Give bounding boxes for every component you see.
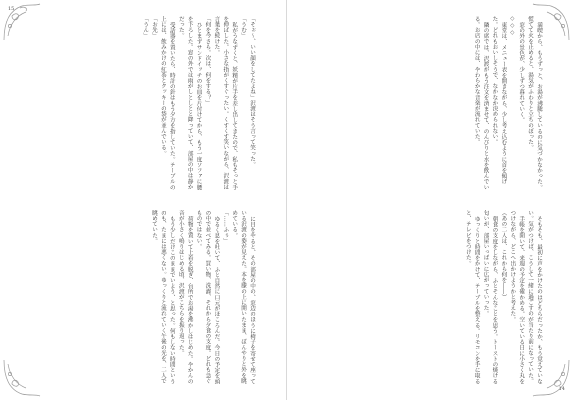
dialogue-line: 「お先」 — [151, 16, 158, 39]
paragraph: 朝食の支度をしながら、ふとそんなことを思う。トーストの焼ける匂いが、部屋いっぱいに広がっていった。 — [482, 210, 498, 384]
paragraph: もう少しだけこのままでいよう、と思った。何もしない時間というのも、たまには悪くない。ゆっくりと流れていく午後の光を、二人で眺めていた。 — [151, 210, 175, 384]
paragraph: 受話器を置いたら、時計の針はもう夕方を指していた。テーブルの上には、飲みかけの紅茶とクッキーの袋が並んでいる。 — [159, 16, 175, 190]
dialogue-line: 「……ふぅ」 — [222, 210, 229, 244]
right-page — [287, 0, 573, 400]
dialogue-line: 「何を今さら。次は、何をする？」 — [204, 16, 211, 106]
dialogue-line: 「そぉ～、いい顔をしてたよね」沢渡はそう言って笑った。 — [249, 16, 255, 168]
paragraph: 東堂は、メニュー表を開きながら、少し考え込むように首を傾げた。どれもおいしそうで、なかなか決められない。 — [491, 16, 507, 184]
paragraph: ひとまずサンドイッチのお皿を片付けてから、もう一度ソファに腰を下ろした。窓の外では雨がしとしとと降っていて、部屋の中は静かだった。 — [177, 16, 202, 190]
paragraph: そもそも、最初に声をかけたのはどちらだったか、もう覚えていない。気がつけば、こうして一緒に過ごすのが当たり前になっていた。 — [527, 210, 542, 384]
dialogue-line: 「うむ」 — [240, 16, 247, 39]
paragraph: 私がうなずくと、妖精が片手を差し出してきたので、私もそっと手を伸ばした。小さな指がくすぐったい。くすくす笑いながら、沢渡は言葉を続けた。 — [213, 16, 238, 190]
left-text-area — [32, 16, 256, 386]
left-page — [0, 0, 286, 400]
paragraph: 満喫から、もうずっと、お湯が沸騰しているのに気づかなかった。慌てて火を止めると、湯気がふわりと立ちのぼった。 — [527, 16, 542, 190]
page-number: 15 — [8, 6, 15, 12]
paragraph: 隣の席では、沢渡がもう注文を済ませて、のんびりと水を飲んでいる。お店の中には、やわらかな音楽が流れていた。 — [473, 16, 489, 190]
paragraph: 手帳を開いて、来週の予定を確かめる。空いている日に小さく丸をつけながら、どこへ出かけようかと考えた。 — [509, 210, 525, 384]
right-upper-block — [319, 16, 543, 192]
paragraph: ゆるく息を吐いて、ふと自然に口元がほころんだ。今日の予定を頭の中で並べてみる。買い物、洗濯、それから夕食の支度。どれも急ぐものではない。 — [195, 210, 220, 384]
left-upper-block — [32, 16, 256, 192]
dialogue-line: 「うん」 — [142, 16, 149, 39]
right-text-area — [319, 16, 543, 386]
right-lower-block — [319, 210, 543, 386]
dialogue-line: （あの二人は、これから何を――） — [500, 210, 507, 300]
paragraph: 荷物を置いて上着を脱ぎ、台所でお湯を沸かしはじめた。やかんの音が小さく鳴りはじめる頃、沢渡がこちらを振り返った。 — [177, 210, 193, 384]
page-number: 14 — [558, 386, 565, 392]
left-lower-block — [32, 210, 256, 386]
paragraph: に目をやると、その部屋の中の、窓辺のほうに椅子を寄せて座っている沢渡の姿が見えた。本を膝の上に開いたまま、ぼんやりと外を眺めている。 — [231, 210, 255, 384]
paragraph: ゆっくりと時間をかけて、テーブルを整える。リモコンを手に取ると、テレビをつけた。 — [464, 210, 480, 384]
section-break: ◇◇◇ — [509, 16, 516, 37]
paragraph: 窓の外の景色が、少しずつ暮れていく。 — [518, 21, 525, 123]
